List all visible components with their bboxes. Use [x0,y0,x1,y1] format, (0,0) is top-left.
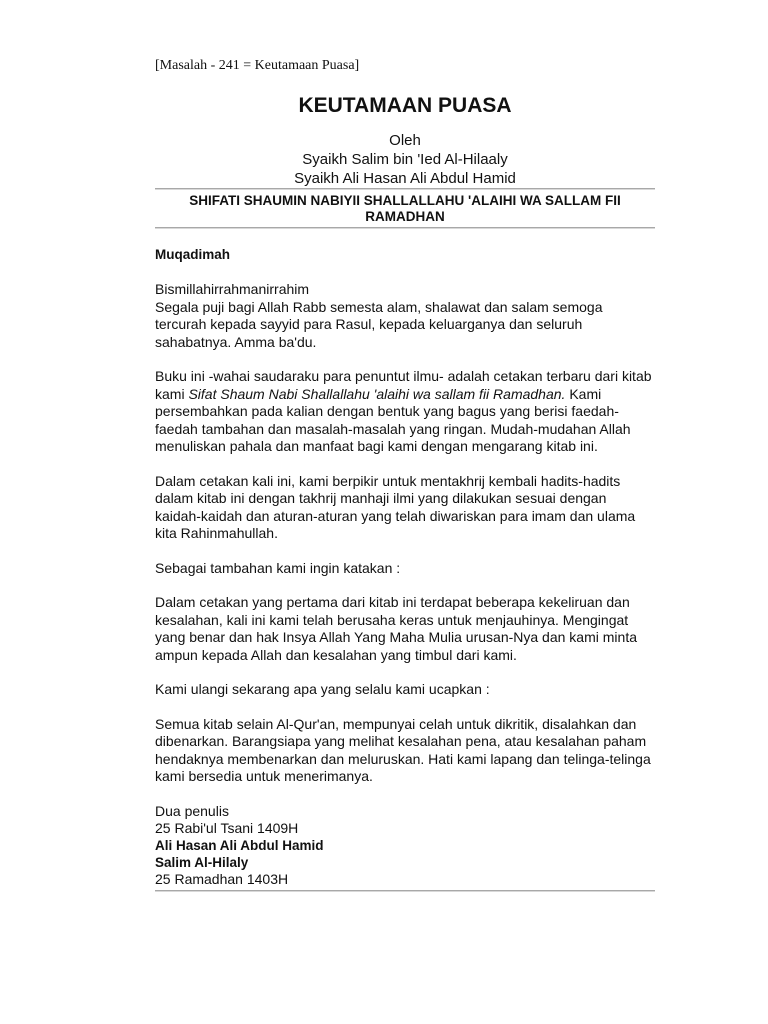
opening-line: Bismillahirrahmanirrahim [155,281,310,297]
paragraph: Kami ulangi sekarang apa yang selalu kami ucapkan : [155,681,490,697]
paragraph: Semua kitab selain Al-Qur'an, mempunyai celah untuk dikritik, disalahkan dan dibenarkan. Barangsiapa yang melihat kesalahan pena, atau kesalahan paham hendaknya membenarkan dan meluruskan. Hati kami lapang dan telinga-telinga kami bersedia untuk menerimanya. [155,715,651,784]
paragraph-text: Buku ini -wahai saudaraku para penuntut ilmu- adalah cetakan terbaru dari kitab kami [155,368,652,402]
paragraph: Dalam cetakan yang pertama dari kitab ini terdapat beberapa kekeliruan dan kesalahan, kali ini kami telah berusaha keras untuk menjauhinya. Mengingat yang benar dan hak Insya Allah Yang Maha Mulia urusan-Nya dan kami minta ampun kepada Allah dan kesalahan yang timbul dari kami. [155,594,637,663]
signature-date: 25 Rabi'ul Tsani 1409H [155,819,299,836]
byline [155,131,655,188]
signature-name: Salim Al-Hilaly [155,854,249,870]
author-name: Syaikh Ali Hasan Ali Abdul Hamid [294,170,516,187]
signature-label: Dua penulis [155,802,229,819]
divider [155,227,655,229]
book-title-italic: Sifat Shaum Nabi Shallallahu 'alaihi wa sallam fii Ramadhan. [188,385,566,402]
book-subtitle: SHIFATI SHAUMIN NABIYII SHALLALLAHU 'ALAIHI WA SALLAM FII RAMADHAN [189,193,621,224]
signature-block [155,803,655,888]
document-page [155,56,655,892]
paragraph [155,281,655,351]
divider [155,890,655,892]
paragraph-text: Kami persembahkan pada kalian dengan bentuk yang bagus yang berisi faedah-faedah tambahan dan masalah-masalah yang ringan. Mudah-mudahan Allah menuliskan pahala dan manfaat bagi kami dengan mengarang kitab ini. [155,385,631,454]
page-title: KEUTAMAAN PUASA [298,94,512,117]
byline-label: Oleh [389,132,421,149]
signature-name: Ali Hasan Ali Abdul Hamid [155,837,324,853]
author-name: Syaikh Salim bin 'Ied Al-Hilaaly [302,151,508,168]
section-heading: Muqadimah [155,247,231,262]
paragraph-text: Segala puji bagi Allah Rabb semesta alam, shalawat dan salam semoga tercurah kepada sayyid para Rasul, kepada keluarganya dan seluruh sahabatnya. Amma ba'du. [155,298,603,350]
reference-line: [Masalah - 241 = Keutamaan Puasa] [155,58,360,73]
paragraph: Sebagai tambahan kami ingin katakan : [155,559,401,576]
signature-date: 25 Ramadhan 1403H [155,870,289,887]
paragraph [155,368,655,456]
paragraph: Dalam cetakan kali ini, kami berpikir untuk mentakhrij kembali hadits-hadits dalam kitab ini dengan takhrij manhaji ilmi yang dilakukan sesuai dengan kaidah-kaidah dan aturan-aturan yang telah diwariskan para imam dan ulama kita Rahinmahullah. [155,472,636,541]
